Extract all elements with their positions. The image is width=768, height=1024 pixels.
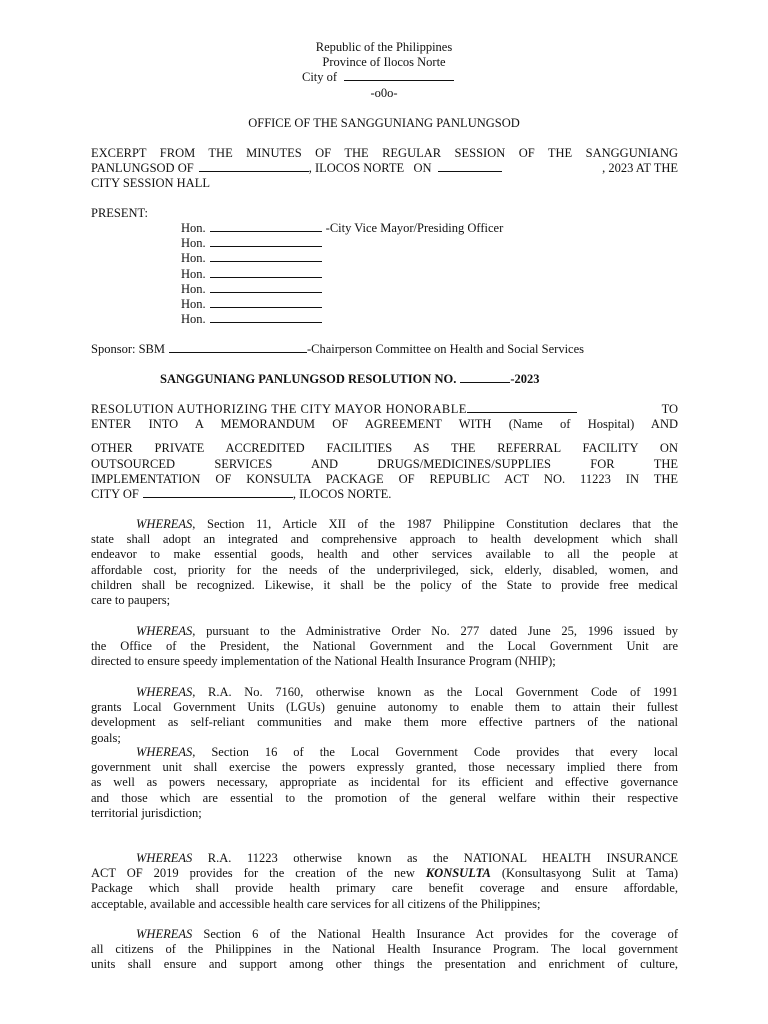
konsulta-term: KONSULTA <box>425 866 491 881</box>
whereas-line: Package which shall provide health primary care benefit coverage and ensure affordable, <box>91 881 678 896</box>
title-line-1 <box>91 402 678 417</box>
title-l1-a: RESOLUTION AUTHORIZING THE CITY MAYOR HONORABLE <box>91 402 467 416</box>
title-line-2-wrap <box>91 417 678 432</box>
present-row <box>181 236 322 251</box>
whereas-paragraph <box>91 927 678 973</box>
excerpt-line-3: CITY SESSION HALL <box>91 176 210 190</box>
resolution-no-blank <box>460 372 510 383</box>
present-name-blank <box>210 236 322 247</box>
whereas-line: directed to ensure speedy implementation of the National Health Insurance Program (NHIP); <box>91 654 556 669</box>
whereas-paragraph <box>91 624 678 670</box>
present-hon: Hon. <box>181 297 206 311</box>
present-name-blank <box>210 221 322 232</box>
whereas-line: children shall be recognized. Likewise, it shall be the policy of the State to provide free medical <box>91 577 678 592</box>
office-title: OFFICE OF THE SANGGUNIANG PANLUNGSOD <box>248 116 520 130</box>
sponsor-label: Sponsor: SBM <box>91 342 165 356</box>
present-label: PRESENT: <box>91 206 149 220</box>
whereas-line: affordable cost, priority for the needs of the underprivileged, sick, elderly, disabled, women, and <box>91 562 678 577</box>
date-blank <box>438 161 502 172</box>
excerpt-l2-a: PANLUNGSOD OF <box>91 161 194 175</box>
present-hon: Hon. <box>181 221 206 235</box>
present-hon: Hon. <box>181 266 206 281</box>
present-row <box>181 297 322 312</box>
whereas-paragraph <box>91 685 678 746</box>
whereas-line: units shall ensure and support among other things the presentation and enrichment of culture, <box>91 957 678 972</box>
present-name-blank <box>210 312 322 323</box>
whereas-lead: WHEREAS <box>136 927 193 941</box>
whereas-line: territorial jurisdiction; <box>91 805 202 820</box>
title-l6-b: , ILOCOS NORTE. <box>292 487 392 501</box>
whereas-line: goals; <box>91 730 121 745</box>
whereas-lead: WHEREAS <box>136 517 193 531</box>
excerpt-l2-c: , 2023 AT THE <box>602 161 678 175</box>
present-row <box>181 267 322 282</box>
whereas-paragraph <box>91 745 678 821</box>
header-divider: -o0o- <box>370 86 398 100</box>
whereas-line: WHEREAS, Section 11, Article XII of the 1987 Philippine Constitution declares that the <box>136 517 678 531</box>
header-city <box>302 70 454 85</box>
present-hon: Hon. <box>181 236 206 251</box>
mayor-blank <box>467 402 577 413</box>
city-blank <box>344 70 454 81</box>
present-name-blank <box>210 251 322 262</box>
resolution-prefix: SANGGUNIANG PANLUNGSOD RESOLUTION NO. <box>160 372 457 386</box>
resolution-number <box>160 372 540 387</box>
whereas-line: WHEREAS, R.A. No. 7160, otherwise known as the Local Government Code of 1991 <box>136 685 678 699</box>
excerpt-l2-b: , ILOCOS NORTE ON <box>308 161 432 175</box>
whereas-line: WHEREAS R.A. 11223 otherwise known as the NATIONAL HEALTH INSURANCE <box>136 851 678 865</box>
title-line-5: IMPLEMENTATION OF KONSULTA PACKAGE OF REPUBLIC ACT NO. 11223 IN THE <box>91 472 678 486</box>
title-l6-a: CITY OF <box>91 487 139 501</box>
title-line-4-wrap <box>91 457 678 472</box>
title-line-5-wrap <box>91 472 678 487</box>
present-row <box>181 312 322 327</box>
excerpt-line-1: EXCERPT FROM THE MINUTES OF THE REGULAR SESSION OF THE SANGGUNIANG <box>91 146 678 160</box>
whereas-line: acceptable, available and accessible health care services for all citizens of the Philippines; <box>91 896 541 911</box>
title-line-6 <box>91 487 391 502</box>
whereas-line: WHEREAS, pursuant to the Administrative Order No. 277 dated June 25, 1996 issued by <box>136 624 678 638</box>
excerpt-block <box>91 146 678 161</box>
whereas-paragraph <box>91 517 678 608</box>
city-blank-3 <box>143 487 293 498</box>
whereas-lead: WHEREAS <box>136 685 193 699</box>
whereas-lead: WHEREAS <box>136 745 193 759</box>
present-name-blank <box>210 297 322 308</box>
present-name-blank <box>210 267 322 278</box>
whereas-line: state shall adopt an integrated and comprehensive approach to health development which shall <box>91 532 678 547</box>
whereas-lead: WHEREAS <box>136 851 193 865</box>
whereas-line: all citizens of the Philippines in the National Health Insurance Program. The local government <box>91 942 678 957</box>
title-line-4: OUTSOURCED SERVICES AND DRUGS/MEDICINES/SUPPLIES FOR THE <box>91 457 678 471</box>
present-hon: Hon. <box>181 251 206 266</box>
whereas-line: and those which are essential to the promotion of the general welfare within their respective <box>91 790 678 805</box>
present-row <box>181 221 503 236</box>
present-hon: Hon. <box>181 312 206 327</box>
title-l1-b: TO <box>661 402 678 416</box>
whereas-line: care to paupers; <box>91 592 171 607</box>
city-blank-2 <box>199 161 309 172</box>
whereas-line: the Office of the President, the National Government and the Local Government Unit are <box>91 639 678 654</box>
title-line-3-wrap <box>91 441 678 456</box>
sponsor-role: -Chairperson Committee on Health and Social Services <box>306 342 584 356</box>
excerpt-line-2 <box>91 161 678 176</box>
whereas-line: as well as powers necessary, appropriate as incidental for its efficient and effective governance <box>91 775 678 790</box>
present-name-blank <box>210 282 322 293</box>
whereas-lead: WHEREAS <box>136 624 193 638</box>
title-line-2: ENTER INTO A MEMORANDUM OF AGREEMENT WITH (Name of Hospital) AND <box>91 417 678 431</box>
resolution-suffix: -2023 <box>510 372 540 386</box>
whereas-line: development as self-reliant communities and make them more effective partners of the national <box>91 715 678 730</box>
header-city-label: City of <box>302 70 338 84</box>
title-line-3: OTHER PRIVATE ACCREDITED FACILITIES AS THE REFERRAL FACILITY ON <box>91 441 678 455</box>
present-hon: Hon. <box>181 281 206 296</box>
whereas-line: WHEREAS, Section 16 of the Local Government Code provides that every local <box>136 745 678 759</box>
present-row <box>181 251 322 266</box>
present-row <box>181 282 322 297</box>
present-role: -City Vice Mayor/Presiding Officer <box>325 221 504 235</box>
whereas-line: grants Local Government Units (LGUs) genuine autonomy to enable them to attain their fullest <box>91 700 678 715</box>
sponsor-line <box>91 342 584 357</box>
whereas-line: WHEREAS Section 6 of the National Health Insurance Act provides for the coverage of <box>136 927 678 941</box>
header-province: Province of Ilocos Norte <box>322 55 446 69</box>
whereas-line: ACT OF 2019 provides for the creation of the new KONSULTA (Konsultasyong Sulit at Tama) <box>91 866 678 881</box>
sponsor-blank <box>169 342 307 353</box>
whereas-line: government unit shall exercise the powers expressly granted, those necessary implied there from <box>91 760 678 775</box>
whereas-paragraph <box>91 851 678 912</box>
header-republic: Republic of the Philippines <box>315 40 453 54</box>
whereas-line: endeavor to make essential goods, health and other services available to all the people at <box>91 547 678 562</box>
